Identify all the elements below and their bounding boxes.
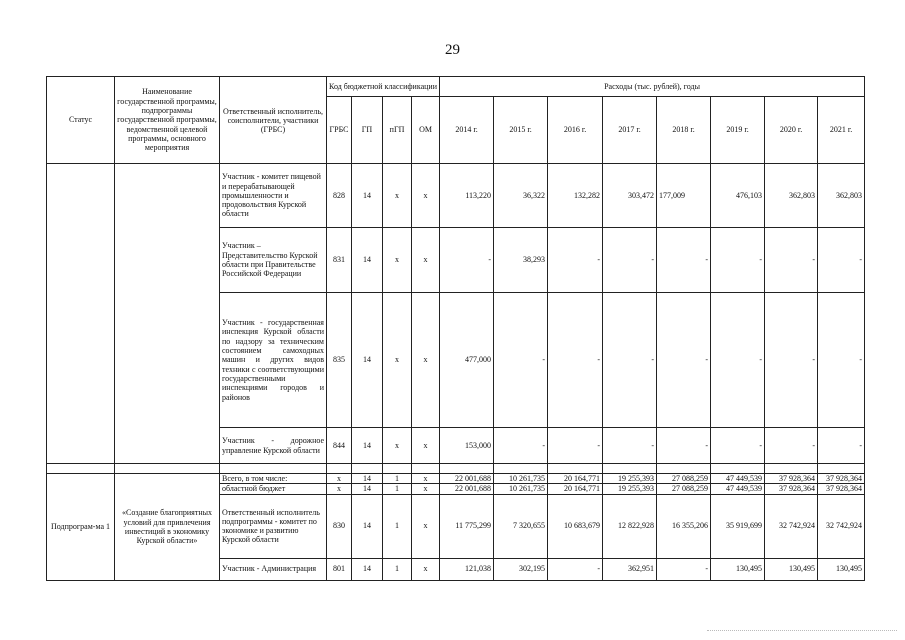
header-om: ОМ [412, 97, 440, 164]
value-cell: 36,322 [494, 164, 548, 228]
value-cell: - [548, 293, 603, 428]
value-cell: - [765, 228, 818, 293]
value-cell: 37 928,364 [765, 474, 818, 484]
value-cell: - [711, 228, 765, 293]
header-year: 2021 г. [818, 97, 865, 164]
participant-cell: областной бюджет [220, 484, 327, 494]
grbs-cell: х [327, 474, 352, 484]
value-cell: - [765, 293, 818, 428]
pgp-cell: х [383, 428, 412, 464]
header-year: 2014 г. [440, 97, 494, 164]
value-cell: - [818, 228, 865, 293]
om-cell: х [412, 428, 440, 464]
value-cell: 20 164,771 [548, 484, 603, 494]
subprogram-name: «Создание благоприятных условий для привлечения инвестиций в экономику Курской области» [115, 474, 220, 581]
value-cell: - [440, 228, 494, 293]
om-cell: х [412, 293, 440, 428]
participant-cell: Участник - государственная инспекция Курской области по надзору за техническим состоянием самоходных машин и других видов техники с соответствующими государственными инспекциями городов и районов [220, 293, 327, 428]
pgp-cell: 1 [383, 474, 412, 484]
value-cell: 19 255,393 [603, 484, 657, 494]
value-cell: 47 449,539 [711, 484, 765, 494]
grbs-cell: 801 [327, 558, 352, 580]
grbs-cell: 835 [327, 293, 352, 428]
header-year: 2015 г. [494, 97, 548, 164]
pgp-cell: 1 [383, 494, 412, 558]
value-cell: 477,000 [440, 293, 494, 428]
value-cell: 130,495 [818, 558, 865, 580]
participant-cell: Участник - дорожное управление Курской области [220, 428, 327, 464]
pgp-cell: х [383, 293, 412, 428]
om-cell: х [412, 494, 440, 558]
om-cell: х [412, 164, 440, 228]
value-cell: - [548, 558, 603, 580]
header-gp: ГП [352, 97, 383, 164]
status-cell [47, 164, 115, 464]
pgp-cell: 1 [383, 558, 412, 580]
value-cell: 130,495 [765, 558, 818, 580]
pgp-cell: х [383, 228, 412, 293]
value-cell: - [548, 228, 603, 293]
value-cell: - [657, 293, 711, 428]
grbs-cell: 830 [327, 494, 352, 558]
value-cell: 10 261,735 [494, 474, 548, 484]
participant-cell: Всего, в том числе: [220, 474, 327, 484]
gp-cell: 14 [352, 484, 383, 494]
value-cell: 113,220 [440, 164, 494, 228]
value-cell: 12 822,928 [603, 494, 657, 558]
value-cell: 302,195 [494, 558, 548, 580]
participant-cell: Участник - Администрация [220, 558, 327, 580]
value-cell: 362,951 [603, 558, 657, 580]
value-cell: 37 928,364 [818, 474, 865, 484]
header-expenses: Расходы (тыс. рублей), годы [440, 77, 865, 97]
value-cell: - [765, 428, 818, 464]
value-cell: 132,282 [548, 164, 603, 228]
spacer-row [47, 464, 865, 474]
subprogram-status: Подпрограм-ма 1 [47, 474, 115, 581]
participant-cell: Участник - комитет пищевой и перерабатывающей промышленности и продовольствия Курской области [220, 164, 327, 228]
header-year: 2020 г. [765, 97, 818, 164]
value-cell: 37 928,364 [765, 484, 818, 494]
value-cell: - [494, 428, 548, 464]
value-cell: - [494, 293, 548, 428]
gp-cell: 14 [352, 164, 383, 228]
pgp-cell: х [383, 164, 412, 228]
om-cell: х [412, 474, 440, 484]
value-cell: 121,038 [440, 558, 494, 580]
header-pgp: пГП [383, 97, 412, 164]
value-cell: 38,293 [494, 228, 548, 293]
value-cell: 476,103 [711, 164, 765, 228]
participant-cell: Участник – Представительство Курской области при Правительстве Российской Федерации [220, 228, 327, 293]
value-cell: 35 919,699 [711, 494, 765, 558]
value-cell: 11 775,299 [440, 494, 494, 558]
page-number: 29 [445, 42, 460, 58]
value-cell: 303,472 [603, 164, 657, 228]
value-cell: 7 320,655 [494, 494, 548, 558]
value-cell: 177,009 [657, 164, 711, 228]
value-cell: - [603, 228, 657, 293]
header-grbs: ГРБС [327, 97, 352, 164]
value-cell: 16 355,206 [657, 494, 711, 558]
value-cell: 22 001,688 [440, 474, 494, 484]
value-cell: - [603, 293, 657, 428]
header-name: Наименование государственной программы, подпрограммы государственной программы, ведомственной целевой программы, основного мероприятия [115, 77, 220, 164]
header-year: 2017 г. [603, 97, 657, 164]
value-cell: 27 088,259 [657, 474, 711, 484]
value-cell: - [603, 428, 657, 464]
value-cell: 32 742,924 [765, 494, 818, 558]
value-cell: 130,495 [711, 558, 765, 580]
gp-cell: 14 [352, 228, 383, 293]
value-cell: 19 255,393 [603, 474, 657, 484]
budget-table [46, 76, 865, 581]
value-cell: - [818, 293, 865, 428]
om-cell: х [412, 558, 440, 580]
header-responsible: Ответственный исполнитель, соисполнители, участники (ГРБС) [220, 77, 327, 164]
value-cell: - [711, 293, 765, 428]
value-cell: - [657, 428, 711, 464]
header-year: 2016 г. [548, 97, 603, 164]
header-budget-code: Код бюджетной классификации [327, 77, 440, 97]
value-cell: - [711, 428, 765, 464]
value-cell: - [657, 228, 711, 293]
gp-cell: 14 [352, 474, 383, 484]
gp-cell: 14 [352, 558, 383, 580]
grbs-cell: 831 [327, 228, 352, 293]
name-cell [115, 164, 220, 464]
value-cell: 10 683,679 [548, 494, 603, 558]
value-cell: 20 164,771 [548, 474, 603, 484]
value-cell: 32 742,924 [818, 494, 865, 558]
value-cell: 10 261,735 [494, 484, 548, 494]
grbs-cell: 844 [327, 428, 352, 464]
grbs-cell: 828 [327, 164, 352, 228]
om-cell: х [412, 228, 440, 293]
gp-cell: 14 [352, 494, 383, 558]
value-cell: 22 001,688 [440, 484, 494, 494]
header-year: 2019 г. [711, 97, 765, 164]
value-cell: 47 449,539 [711, 474, 765, 484]
value-cell: - [548, 428, 603, 464]
gp-cell: 14 [352, 293, 383, 428]
header-year: 2018 г. [657, 97, 711, 164]
pgp-cell: 1 [383, 484, 412, 494]
value-cell: 27 088,259 [657, 484, 711, 494]
value-cell: - [657, 558, 711, 580]
om-cell: х [412, 484, 440, 494]
table-row [47, 474, 865, 484]
table-row [47, 164, 865, 228]
gp-cell: 14 [352, 428, 383, 464]
grbs-cell: х [327, 484, 352, 494]
value-cell: 37 928,364 [818, 484, 865, 494]
value-cell: 153,000 [440, 428, 494, 464]
value-cell: 362,803 [818, 164, 865, 228]
header-status: Статус [47, 77, 115, 164]
scan-edge-marks [707, 630, 897, 632]
participant-cell: Ответственный исполнитель подпрограммы - комитет по экономике и развитию Курской области [220, 494, 327, 558]
value-cell: - [818, 428, 865, 464]
value-cell: 362,803 [765, 164, 818, 228]
